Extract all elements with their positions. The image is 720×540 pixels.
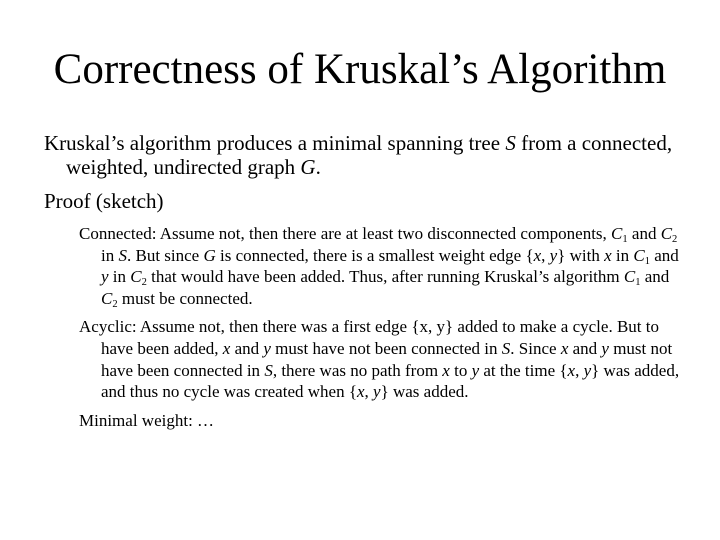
connected-argument: Connected: Assume not, then there are at least two disconnected components, $C_1$ and $C_2$ in S. But since G is connected, there is a smallest weight edge {x, y} with x in $C_1$ and y in $C_2$ that would have been added. Thus, after running Kruskal’s algorithm $C_1$ and $C_2$ must be connected. xyxy=(79,224,679,310)
minimal-weight-argument: Minimal weight: … xyxy=(79,410,215,430)
theorem-statement: Kruskal’s algorithm produces a minimal spanning tree S from a connected, weighted, undirected graph G. xyxy=(44,131,673,179)
slide-title: Correctness of Kruskal’s Algorithm xyxy=(53,46,667,93)
slide-body xyxy=(44,131,684,438)
acyclic-argument: Acyclic: Assume not, then there was a first edge {x, y} added to make a cycle. But to have been added, x and y must have not been connected in S. Since x and y must not have been connected in S, there was no path from x to y at the time {x, y} was added, and thus no cycle was created when {x, y} was added. xyxy=(79,317,680,402)
proof-heading: Proof (sketch) xyxy=(44,189,164,213)
